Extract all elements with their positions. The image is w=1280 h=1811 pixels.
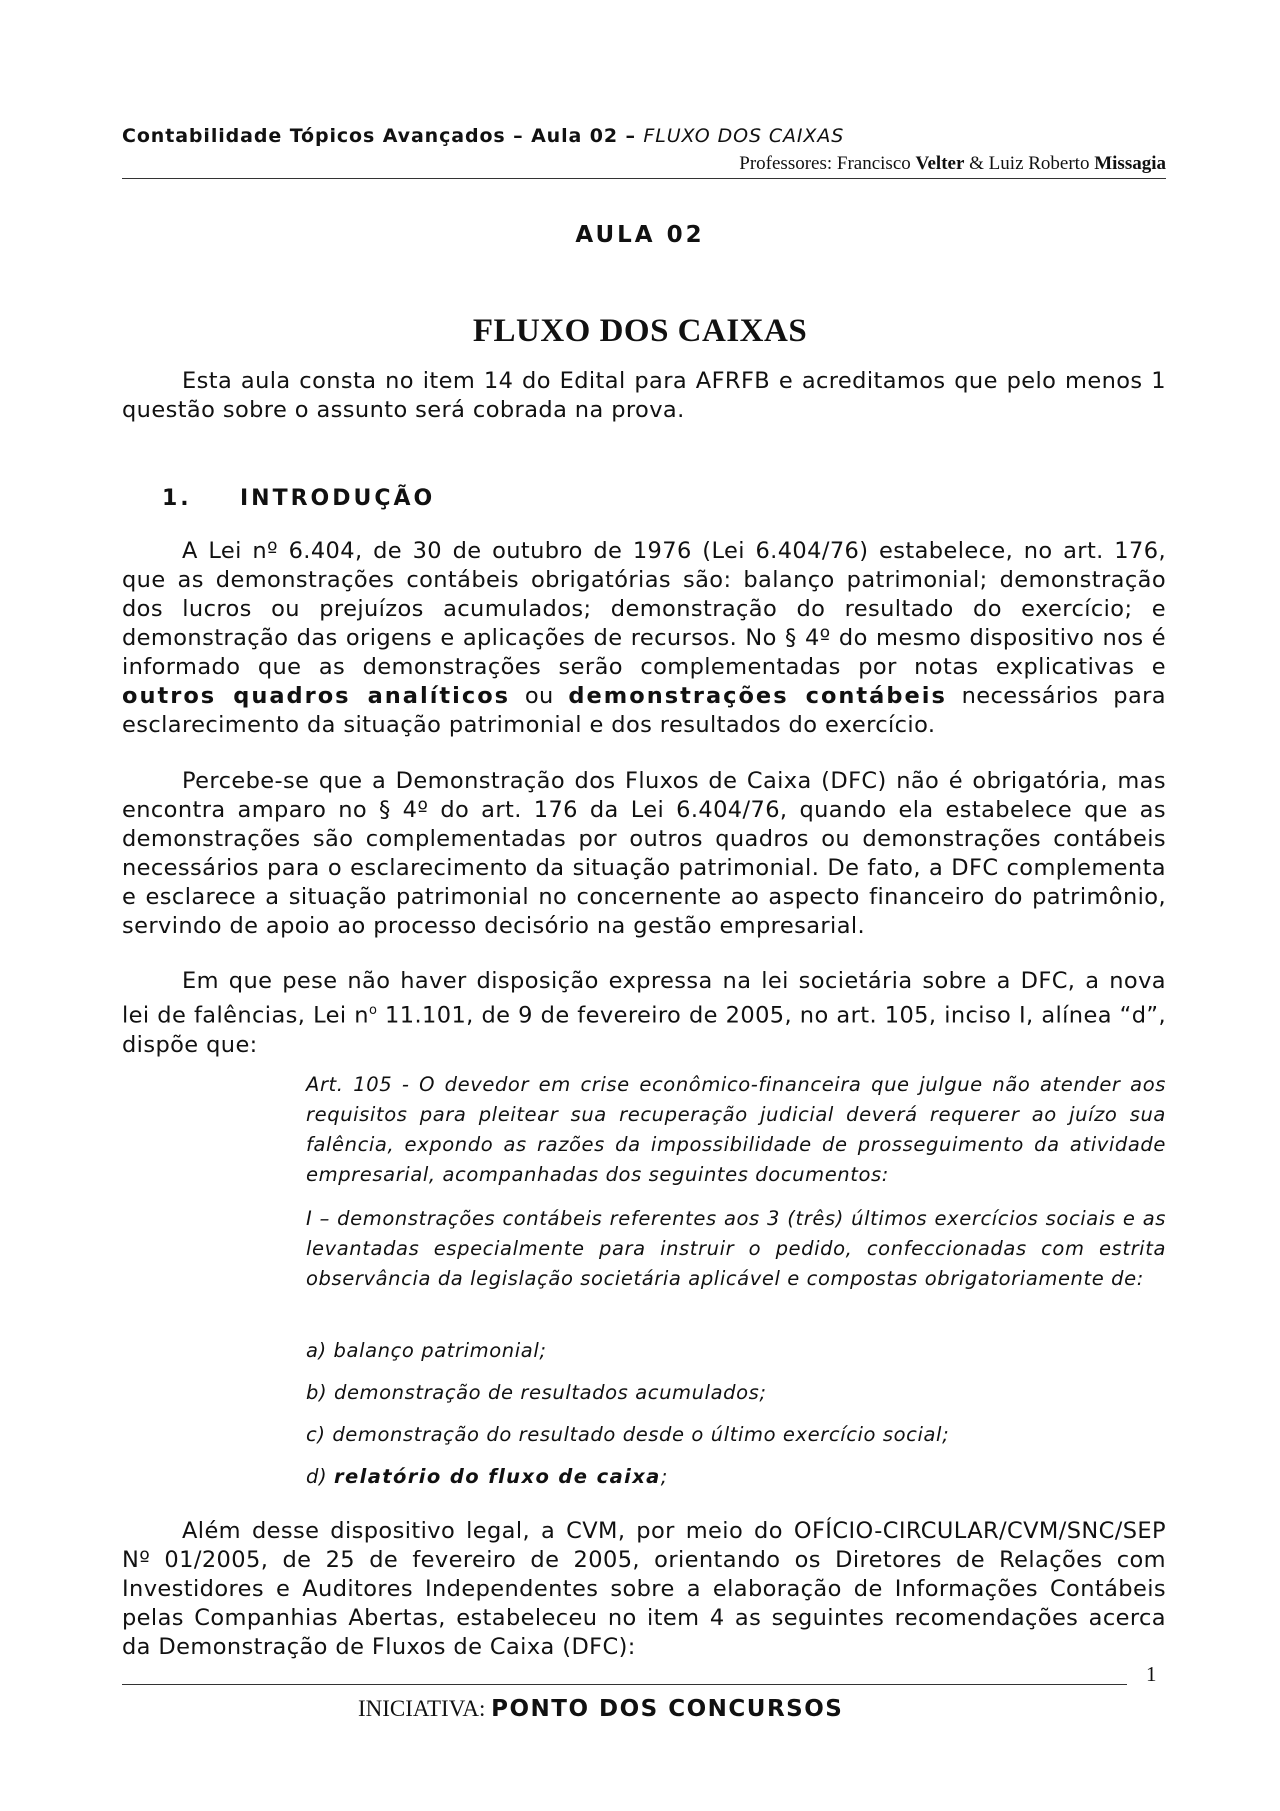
quote-item-d [306, 1462, 1166, 1492]
paragraph-1-bold1: outros quadros analíticos [122, 683, 511, 709]
footer-initiative-name: PONTO DOS CONCURSOS [491, 1696, 844, 1722]
footer-initiative-label: INICIATIVA: [358, 1696, 492, 1721]
quote-item-d-bold: relatório do fluxo de caixa [333, 1465, 661, 1488]
header-course-line [122, 125, 844, 147]
header-course: Contabilidade Tópicos Avançados – Aula 02 – [122, 125, 644, 147]
header-course-topic: FLUXO DOS CAIXAS [643, 125, 845, 147]
aula-label: AULA 02 [575, 222, 705, 248]
paragraph-1-part2: ou [510, 683, 569, 709]
paragraph-3-part2: 11.101, de 9 de fevereiro de 2005, no art. 105, inciso I, alínea “d”, dispõe que: [122, 1002, 1166, 1058]
quote-item-c: c) demonstração do resultado desde o último exercício social; [306, 1423, 950, 1446]
header-divider [122, 178, 1166, 179]
page-title: FLUXO DOS CAIXAS [472, 313, 808, 349]
quote-item-a: a) balanço patrimonial; [306, 1339, 547, 1362]
quote-item-d-prefix: d) [306, 1465, 334, 1488]
paragraph-3-superscript: o [368, 1003, 378, 1018]
paragraph-3 [122, 967, 1166, 1060]
section-number: 1. [162, 486, 192, 511]
header-professors-middle: & Luiz Roberto [964, 153, 1095, 174]
paragraph-3-part1: Em que pese não haver disposição expressa na lei societária sobre a DFC, a nova lei de falências, Lei n [122, 968, 1166, 1029]
header-professors-line [739, 153, 1166, 175]
header-professors-prefix: Professores: Francisco [739, 153, 916, 174]
quote-item-b: b) demonstração de resultados acumulados; [306, 1381, 767, 1404]
paragraph-2: Percebe-se que a Demonstração dos Fluxos de Caixa (DFC) não é obrigatória, mas encontra amparo no § 4º do art. 176 da Lei 6.404/76, quando ela estabelece que as demonstrações são complementadas por outros quadros ou demonstrações contábeis necessários para o esclarecimento da situação patrimonial. De fato, a DFC complementa e esclarece a situação patrimonial no concernente ao aspecto financeiro do patrimônio, servindo de apoio ao processo decisório na gestão empresarial. [122, 768, 1166, 939]
footer-initiative [358, 1696, 843, 1722]
footer-divider [122, 1684, 1127, 1685]
quote-inciso-i: I – demonstrações contábeis referentes aos 3 (três) últimos exercícios sociais e as levantadas especialmente para instruir o pedido, confeccionadas com estrita observância da legislação societária aplicável e compostas obrigatoriamente de: [306, 1207, 1166, 1290]
header-professor2-surname: Missagia [1094, 153, 1166, 174]
paragraph-1-part1: A Lei nº 6.404, de 30 de outubro de 1976 (Lei 6.404/76) estabelece, no art. 176, que as demonstrações contábeis obrigatórias são: balanço patrimonial; demonstração dos lucros ou prejuízos acumulados; demonstração do resultado do exercício; e demonstração das origens e aplicações de recursos. No § 4º do mesmo dispositivo nos é informado que as demonstrações serão complementadas por notas explicativas e [122, 538, 1166, 680]
paragraph-1-bold2: demonstrações contábeis [568, 683, 947, 709]
header-professor1-surname: Velter [915, 153, 965, 174]
paragraph-1-part3: necessários para esclarecimento da situação patrimonial e dos resultados do exercício. [122, 683, 1166, 738]
intro-paragraph: Esta aula consta no item 14 do Edital para AFRFB e acreditamos que pelo menos 1 questão sobre o assunto será cobrada na prova. [122, 368, 1166, 423]
quote-art105: Art. 105 - O devedor em crise econômico-financeira que julgue não atender aos requisitos para pleitear sua recuperação judicial deverá requerer ao juízo sua falência, expondo as razões da impossibilidade de prosseguimento da atividade empresarial, acompanhadas dos seguintes documentos: [306, 1073, 1166, 1186]
paragraph-1 [122, 537, 1166, 740]
page-number: 1 [1146, 1662, 1157, 1686]
section-heading [162, 486, 435, 511]
quote-item-d-suffix: ; [660, 1465, 668, 1488]
section-title: INTRODUÇÃO [240, 486, 436, 511]
paragraph-4: Além desse dispositivo legal, a CVM, por meio do OFÍCIO-CIRCULAR/CVM/SNC/SEP Nº 01/2005, de 25 de fevereiro de 2005, orientando os Diretores de Relações com Investidores e Auditores Independentes sobre a elaboração de Informações Contábeis pelas Companhias Abertas, estabeleceu no item 4 as seguintes recomendações acerca da Demonstração de Fluxos de Caixa (DFC): [122, 1518, 1166, 1660]
